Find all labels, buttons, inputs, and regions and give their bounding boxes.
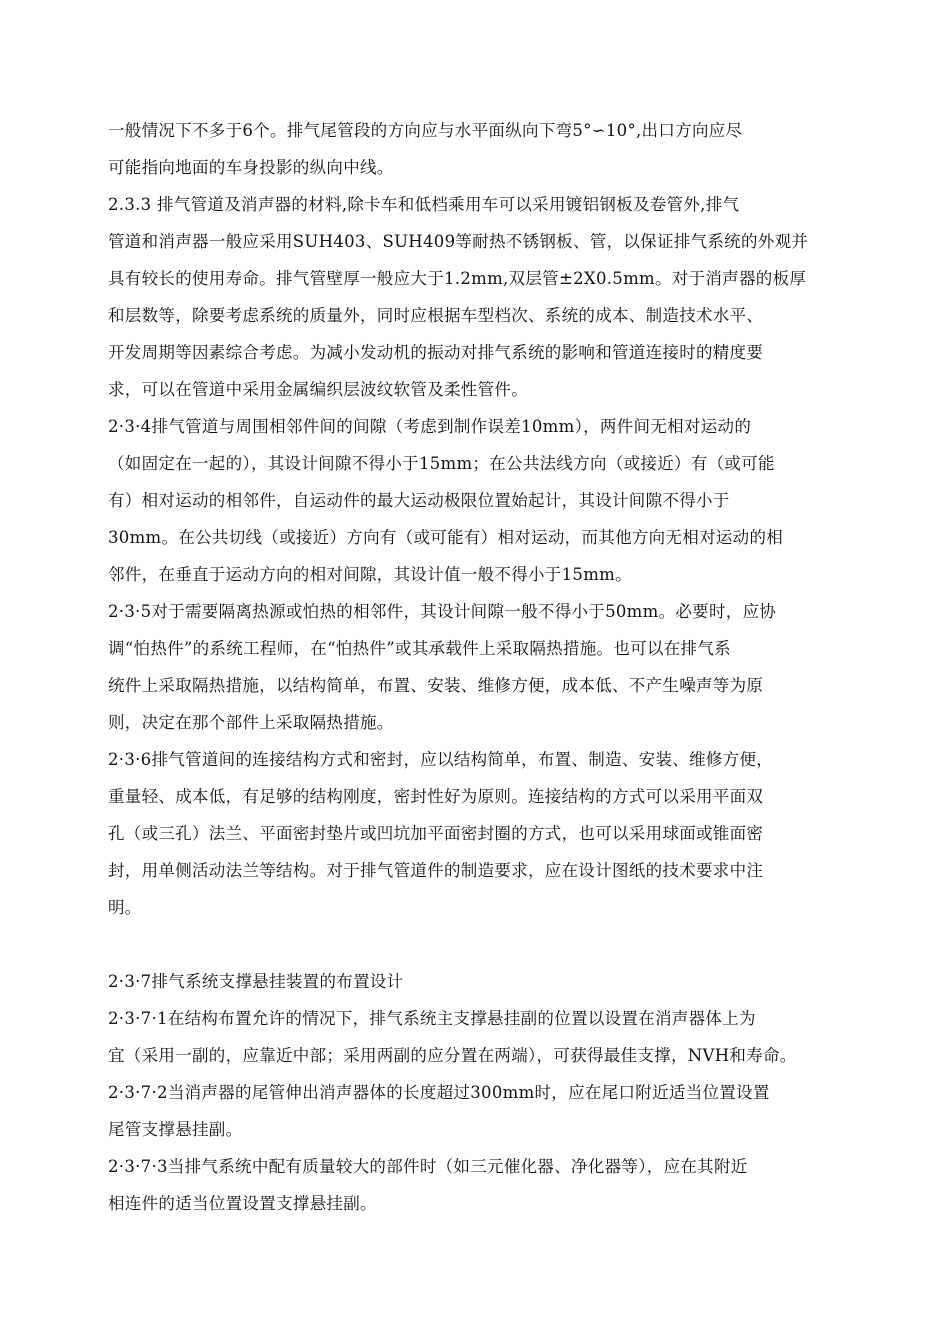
blank-line (108, 926, 878, 963)
text-line: 则，决定在那个部件上采取隔热措施。 (108, 713, 394, 732)
text-line: 2·3·4排气管道与周围相邻件间的间隙（考虑到制作误差10mm），两件间无相对运动的 (108, 417, 752, 436)
document-body (108, 112, 878, 1222)
paragraph-continuation (108, 112, 878, 186)
text-line: 孔（或三孔）法兰、平面密封垫片或凹坑加平面密封圈的方式，也可以采用球面或锥面密 (108, 824, 764, 843)
text-line: 2·3·7排气系统支撑悬挂装置的布置设计 (108, 972, 404, 991)
paragraph-2-3-3 (108, 186, 878, 408)
paragraph-2-3-7-2 (108, 1074, 878, 1148)
text-line: 求，可以在管道中采用金属编织层波纹软管及柔性管件。 (108, 380, 528, 399)
text-line: 封，用单侧活动法兰等结构。对于排气管道件的制造要求，应在设计图纸的技术要求中注 (108, 861, 764, 880)
text-line: 可能指向地面的车身投影的纵向中线。 (108, 158, 394, 177)
text-line: 2·3·7·3当排气系统中配有质量较大的部件时（如三元催化器、净化器等），应在其附近 (108, 1157, 748, 1176)
paragraph-2-3-5 (108, 593, 878, 741)
text-line: 明。 (108, 898, 142, 917)
section-heading-2-3-7 (108, 963, 878, 1000)
text-line: 2·3·5对于需要隔离热源或怕热的相邻件，其设计间隙一般不得小于50mm。必要时，应协 (108, 602, 777, 621)
text-line: 一般情况下不多于6个。排气尾管段的方向应与水平面纵向下弯5°∽10°,出口方向应尽 (108, 121, 743, 140)
text-line: 管道和消声器一般应采用SUH403、SUH409等耐热不锈钢板、管，以保证排气系统的外观并 (108, 232, 809, 251)
paragraph-2-3-6 (108, 741, 878, 926)
text-line: 有）相对运动的相邻件，自运动件的最大运动极限位置始起计，其设计间隙不得小于 (108, 491, 730, 510)
paragraph-2-3-7-1 (108, 1000, 878, 1074)
text-line: （如固定在一起的），其设计间隙不得小于15mm；在公共法线方向（或接近）有（或可能 (108, 454, 775, 473)
text-line: 开发周期等因素综合考虑。为减小发动机的振动对排气系统的影响和管道连接时的精度要 (108, 343, 764, 362)
text-line: 重量轻、成本低，有足够的结构刚度，密封性好为原则。连接结构的方式可以采用平面双 (108, 787, 764, 806)
text-line: 调“怕热件”的系统工程师，在“怕热件”或其承载件上采取隔热措施。也可以在排气系 (108, 639, 731, 658)
text-line: 30mm。在公共切线（或接近）方向有（或可能有）相对运动，而其他方向无相对运动的相 (108, 528, 784, 547)
text-line: 宜（采用一副的，应靠近中部；采用两副的应分置在两端），可获得最佳支撑，NVH和寿命。 (108, 1046, 797, 1065)
paragraph-2-3-4 (108, 408, 878, 593)
text-line: 和层数等，除要考虑系统的质量外，同时应根据车型档次、系统的成本、制造技术水平、 (108, 306, 764, 325)
text-line: 2·3·7·2当消声器的尾管伸出消声器体的长度超过300mm时，应在尾口附近适当位置设置 (108, 1083, 770, 1102)
text-line: 相连件的适当位置设置支撑悬挂副。 (108, 1194, 377, 1213)
text-line: 统件上采取隔热措施，以结构简单，布置、安装、维修方便，成本低、不产生噪声等为原 (108, 676, 764, 695)
text-line: 2·3·7·1在结构布置允许的情况下，排气系统主支撑悬挂副的位置以设置在消声器体上为 (108, 1009, 756, 1028)
text-line: 2·3·6排气管道间的连接结构方式和密封，应以结构简单，布置、制造、安装、维修方便， (108, 750, 774, 769)
text-line: 尾管支撑悬挂副。 (108, 1120, 243, 1139)
text-line: 邻件，在垂直于运动方向的相对间隙，其设计值一般不得小于15mm。 (108, 565, 632, 584)
text-line: 具有较长的使用寿命。排气管壁厚一般应大于1.2mm,双层管±2X0.5mm。对于消声器的板厚 (108, 269, 807, 288)
paragraph-2-3-7-3 (108, 1148, 878, 1222)
text-line: 2.3.3 排气管道及消声器的材料,除卡车和低档乘用车可以采用镀铝钢板及卷管外,排气 (108, 195, 740, 214)
